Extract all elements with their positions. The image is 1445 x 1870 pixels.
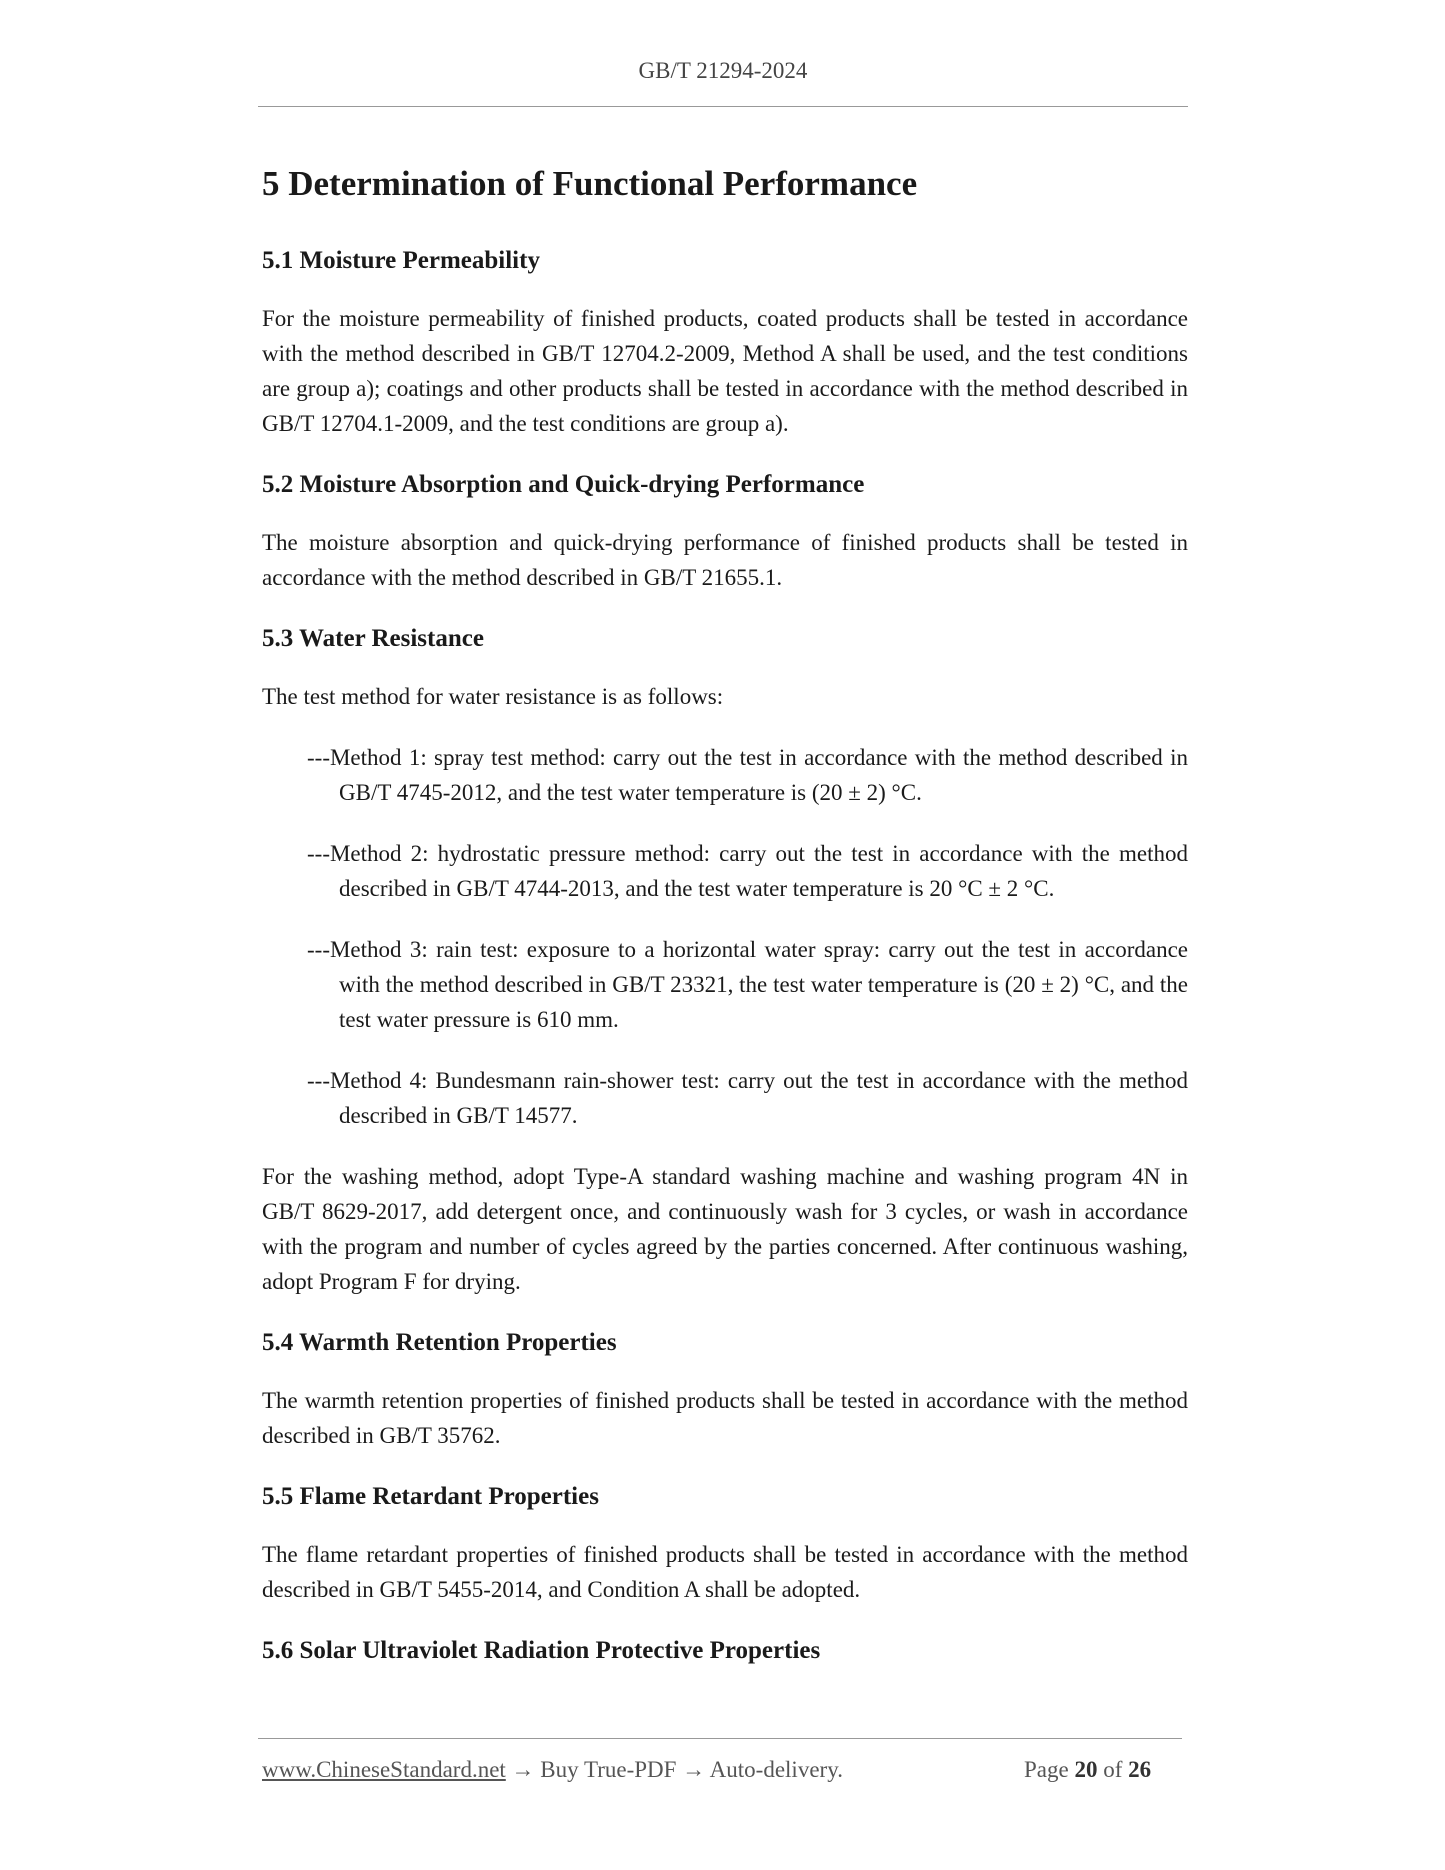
paragraph-5-3-intro: The test method for water resistance is as follows: bbox=[262, 684, 724, 709]
method-3: ---Method 3: rain test: exposure to a horizontal water spray: carry out the test in accordance with the method described in GB/T 23321, the test water temperature is (20 ± 2) °C, and the test water pressure is 610 mm. bbox=[307, 937, 1188, 1032]
arrow-icon: → bbox=[511, 1757, 535, 1782]
footer-divider bbox=[258, 1738, 1182, 1739]
of-label: of bbox=[1103, 1757, 1123, 1782]
method-1: ---Method 1: spray test method: carry out the test in accordance with the method described in GB/T 4745-2012, and the test water temperature is (20 ± 2) °C. bbox=[307, 745, 1188, 805]
header-divider bbox=[258, 106, 1188, 107]
paragraph-5-1: For the moisture permeability of finished products, coated products shall be tested in accordance with the method described in GB/T 12704.2-2009, Method A shall be used, and the test conditions are group a); coatings and other products shall be tested in accordance with the method described in GB/T 12704.1-2009, and the test conditions are group a). bbox=[262, 306, 1188, 436]
method-4: ---Method 4: Bundesmann rain-shower test: carry out the test in accordance with the method described in GB/T 14577. bbox=[307, 1068, 1188, 1128]
method-2: ---Method 2: hydrostatic pressure method: carry out the test in accordance with the method described in GB/T 4744-2013, and the test water temperature is 20 °C ± 2 °C. bbox=[307, 841, 1188, 901]
heading-5-6: 5.6 Solar Ultraviolet Radiation Protective Properties bbox=[262, 1637, 821, 1664]
page-label: Page bbox=[1024, 1757, 1069, 1782]
paragraph-washing: For the washing method, adopt Type-A standard washing machine and washing program 4N in GB/T 8629-2017, add detergent once, and continuously wash for 3 cycles, or wash in accordance with the program and number of cycles agreed by the parties concerned. After continuous washing, adopt Program F for drying. bbox=[262, 1164, 1188, 1294]
section-title: 5 Determination of Functional Performance bbox=[262, 164, 918, 203]
heading-5-3: 5.3 Water Resistance bbox=[262, 625, 484, 652]
arrow-icon: → bbox=[682, 1757, 706, 1782]
current-page: 20 bbox=[1074, 1757, 1098, 1782]
footer-buy-text: Buy True-PDF bbox=[540, 1757, 677, 1782]
footer-delivery-text: Auto-delivery. bbox=[709, 1757, 843, 1782]
paragraph-5-2: The moisture absorption and quick-drying performance of finished products shall be tested in accordance with the method described in GB/T 21655.1. bbox=[262, 530, 1188, 590]
page-number bbox=[1024, 1757, 1151, 1783]
paragraph-5-5: The flame retardant properties of finished products shall be tested in accordance with the method described in GB/T 5455-2014, and Condition A shall be adopted. bbox=[262, 1542, 1188, 1602]
total-pages: 26 bbox=[1128, 1757, 1152, 1782]
website-link[interactable]: www.ChineseStandard.net bbox=[262, 1757, 506, 1782]
page-content bbox=[262, 158, 1188, 1691]
heading-5-5: 5.5 Flame Retardant Properties bbox=[262, 1483, 599, 1510]
document-header: GB/T 21294-2024 bbox=[638, 58, 808, 83]
heading-5-1: 5.1 Moisture Permeability bbox=[262, 247, 540, 274]
heading-5-2: 5.2 Moisture Absorption and Quick-drying Performance bbox=[262, 471, 865, 498]
paragraph-5-4: The warmth retention properties of finished products shall be tested in accordance with the method described in GB/T 35762. bbox=[262, 1388, 1188, 1448]
heading-5-4: 5.4 Warmth Retention Properties bbox=[262, 1329, 617, 1356]
footer-promo bbox=[262, 1757, 843, 1783]
